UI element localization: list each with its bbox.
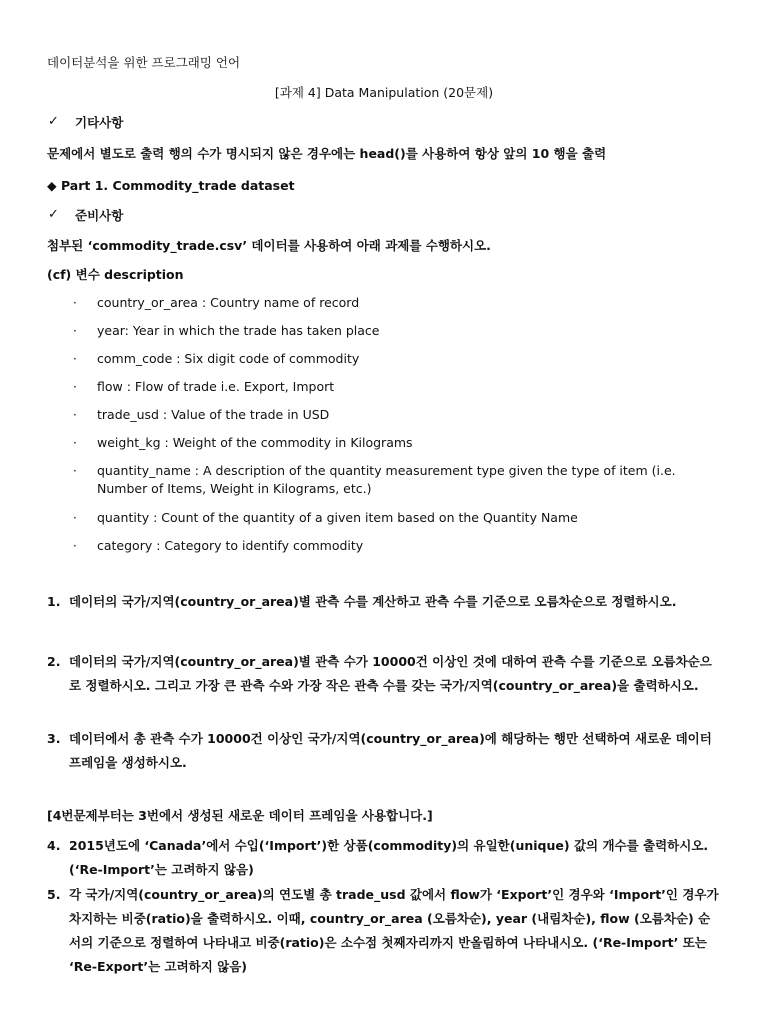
bullet-dot-icon: · — [73, 408, 77, 422]
list-item: category : Category to identify commodity — [97, 538, 364, 553]
diamond-icon: ◆ — [47, 178, 57, 193]
list-item: year: Year in which the trade has taken place — [97, 323, 380, 338]
section-note: [4번문제부터는 3번에서 생성된 새로운 데이터 프레임을 사용합니다.] — [47, 808, 433, 823]
question-number: 1. — [47, 594, 61, 609]
part1-title-text: Part 1. Commodity_trade dataset — [60, 178, 295, 193]
question-number: 5. — [47, 887, 61, 902]
question-text: 데이터의 국가/지역(country_or_area)별 관측 수가 10000건 이상인 것에 대하여 관측 수를 기준으로 오름차순으로 정렬하시오. 그리고 가장 큰 관측 수와 가장 작은 관측 수를 갖는 국가/지역(country_or_area)을 출력하시오. — [69, 654, 712, 693]
list-item: quantity : Count of the quantity of a given item based on the Quantity Name — [97, 510, 578, 525]
list-item: quantity_name : A description of the quantity measurement type given the type of item (i.e. Number of Items, Weight in Kilograms, etc.) — [97, 463, 676, 496]
question-text: 데이터의 국가/지역(country_or_area)별 관측 수를 계산하고 관측 수를 기준으로 오름차순으로 정렬하시오. — [69, 594, 677, 609]
assignment-title: [과제 4] Data Manipulation (20문제) — [274, 85, 494, 100]
list-item: trade_usd : Value of the trade in USD — [97, 407, 330, 422]
question-text: 2015년도에 ‘Canada’에서 수입(‘Import’)한 상품(commodity)의 유일한(unique) 값의 개수를 출력하시오. (‘Re-Import’는 고려하지 않음) — [69, 838, 709, 877]
bullet-dot-icon: · — [73, 296, 77, 310]
etc-note: 문제에서 별도로 출력 행의 수가 명시되지 않은 경우에는 head()를 사용하여 항상 앞의 10 행을 출력 — [47, 146, 607, 161]
question-text: 데이터에서 총 관측 수가 10000건 이상인 국가/지역(country_or_area)에 해당하는 행만 선택하여 새로운 데이터 프레임을 생성하시오. — [69, 731, 712, 770]
prep-heading: 준비사항 — [75, 208, 124, 223]
var-heading: (cf) 변수 description — [47, 267, 184, 282]
question-number: 3. — [47, 731, 61, 746]
etc-heading: 기타사항 — [75, 115, 124, 130]
course-title: 데이터분석을 위한 프로그래밍 언어 — [47, 55, 241, 70]
prep-text: 첨부된 ‘commodity_trade.csv’ 데이터를 사용하여 아래 과제를 수행하시오. — [47, 238, 491, 253]
check-icon: ✓ — [48, 114, 59, 129]
question-number: 4. — [47, 838, 61, 853]
list-item: weight_kg : Weight of the commodity in Kilograms — [97, 435, 413, 450]
bullet-dot-icon: · — [73, 539, 77, 553]
part1-title — [47, 178, 295, 194]
bullet-dot-icon: · — [73, 380, 77, 394]
bullet-dot-icon: · — [73, 436, 77, 450]
bullet-dot-icon: · — [73, 352, 77, 366]
list-item: flow : Flow of trade i.e. Export, Import — [97, 379, 335, 394]
list-item: country_or_area : Country name of record — [97, 295, 360, 310]
question-number: 2. — [47, 654, 61, 669]
bullet-dot-icon: · — [73, 324, 77, 338]
check-icon: ✓ — [48, 207, 59, 222]
bullet-dot-icon: · — [73, 464, 77, 478]
list-item: comm_code : Six digit code of commodity — [97, 351, 360, 366]
bullet-dot-icon: · — [73, 511, 77, 525]
question-text: 각 국가/지역(country_or_area)의 연도별 총 trade_usd 값에서 flow가 ‘Export’인 경우와 ‘Import’인 경우가 차지하는 비중(ratio)을 출력하시오. 이때, country_or_area (오름차순), year (내림차순), flow (오름차순) 순서의 기준으로 정렬하여 나타내고 비중(ratio)은 소수점 첫째자리까지 반올림하여 나타내시오. (‘Re-Import’ 또는 ‘Re-Export’는 고려하지 않음) — [69, 887, 719, 974]
